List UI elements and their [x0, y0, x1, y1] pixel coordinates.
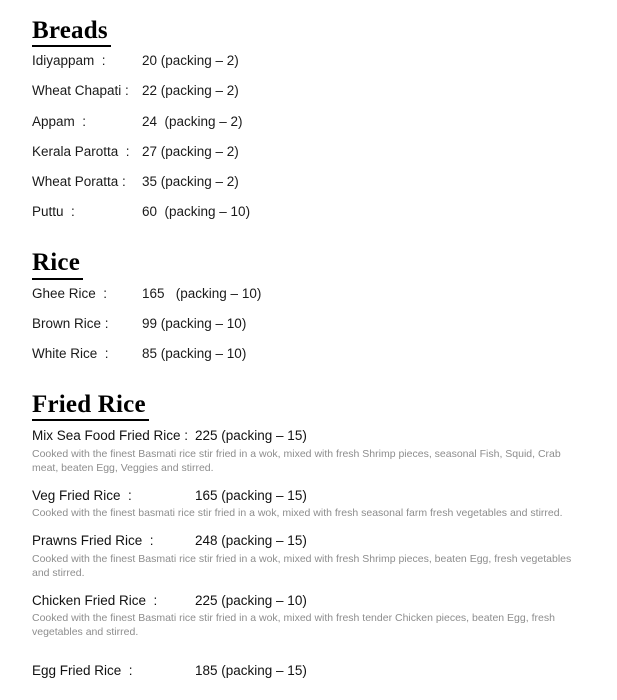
dish-title	[32, 662, 587, 680]
fried-rice-heading-wrap	[32, 392, 587, 421]
item-price: 248 (packing – 15)	[195, 533, 307, 549]
item-name: Wheat Poratta :	[32, 174, 126, 189]
item-name: Kerala Parotta :	[32, 143, 130, 159]
item-price: 24 (packing – 2)	[142, 113, 243, 129]
menu-row-white-rice	[32, 346, 587, 362]
menu-row-appam	[32, 114, 587, 130]
section-heading-fried-rice: Fried Rice	[32, 392, 149, 421]
dish-title	[32, 592, 587, 610]
item-price: 99 (packing – 10)	[142, 315, 247, 331]
dish-title	[32, 427, 587, 445]
item-name: Veg Fried Rice :	[32, 488, 132, 503]
dish-title	[32, 487, 587, 505]
item-price: 35 (packing – 2)	[142, 174, 239, 189]
item-price: 165 (packing – 10)	[142, 285, 262, 301]
menu-row-brown-rice	[32, 316, 587, 332]
rice-heading-wrap	[32, 250, 587, 279]
item-price: 165 (packing – 15)	[195, 488, 307, 503]
menu-row-ghee-rice	[32, 286, 587, 302]
item-name: Brown Rice :	[32, 315, 109, 331]
section-heading-breads: Breads	[32, 18, 111, 47]
item-name: Chicken Fried Rice :	[32, 592, 158, 608]
item-name: Egg Fried Rice :	[32, 662, 133, 678]
menu-row-idiyappam	[32, 53, 587, 69]
section-fried-rice	[0, 392, 617, 680]
menu-row-wheat-chapati	[32, 83, 587, 99]
item-price: 60 (packing – 10)	[142, 204, 251, 220]
item-price: 85 (packing – 10)	[142, 346, 247, 361]
item-name: Prawns Fried Rice :	[32, 533, 154, 549]
item-price: 225 (packing – 10)	[195, 592, 307, 608]
dish-description: Cooked with the finest Basmati rice stir fried in a wok, mixed with fresh tender Chicken pieces, beaten Egg, fresh vegetables and stirred.	[32, 612, 555, 639]
item-name: Appam :	[32, 113, 87, 129]
menu-row-mix-sea-food-fried-rice	[32, 427, 587, 475]
menu-row-egg-fried-rice	[32, 662, 587, 680]
item-price: 22 (packing – 2)	[142, 83, 239, 99]
menu-row-puttu	[32, 204, 587, 220]
item-name: Mix Sea Food Fried Rice :	[32, 428, 189, 444]
dish-description: Cooked with the finest Basmati rice stir fried in a wok, mixed with fresh Shrimp pieces, beaten Egg, fresh vegetables and stirred.	[32, 552, 572, 579]
section-breads	[0, 18, 617, 220]
menu-row-wheat-poratta	[32, 174, 587, 190]
item-price: 185 (packing – 15)	[195, 662, 307, 678]
menu-row-prawns-fried-rice	[32, 532, 587, 580]
breads-heading-wrap	[32, 18, 587, 47]
item-price: 27 (packing – 2)	[142, 143, 239, 159]
top-spacer	[0, 0, 617, 18]
dish-description: Cooked with the finest basmati rice stir fried in a wok, mixed with fresh seasonal farm fresh vegetables and stirred.	[32, 507, 563, 520]
item-name: White Rice :	[32, 346, 109, 361]
menu-row-kerala-parotta	[32, 144, 587, 160]
section-heading-rice: Rice	[32, 250, 83, 279]
item-name: Idiyappam :	[32, 53, 106, 69]
item-name: Puttu :	[32, 204, 75, 220]
dish-title	[32, 532, 587, 550]
item-price: 225 (packing – 15)	[195, 428, 307, 444]
item-name: Wheat Chapati :	[32, 83, 129, 99]
dish-description: Cooked with the finest Basmati rice stir fried in a wok, mixed with fresh Shrimp pieces, seasonal Fish, Squid, Crab meat, beaten Egg, Veggies and stirred.	[32, 447, 561, 474]
section-rice	[0, 250, 617, 362]
menu-row-veg-fried-rice	[32, 487, 587, 520]
menu-row-chicken-fried-rice	[32, 592, 587, 640]
item-name: Ghee Rice :	[32, 285, 108, 301]
item-price: 20 (packing – 2)	[142, 53, 239, 69]
